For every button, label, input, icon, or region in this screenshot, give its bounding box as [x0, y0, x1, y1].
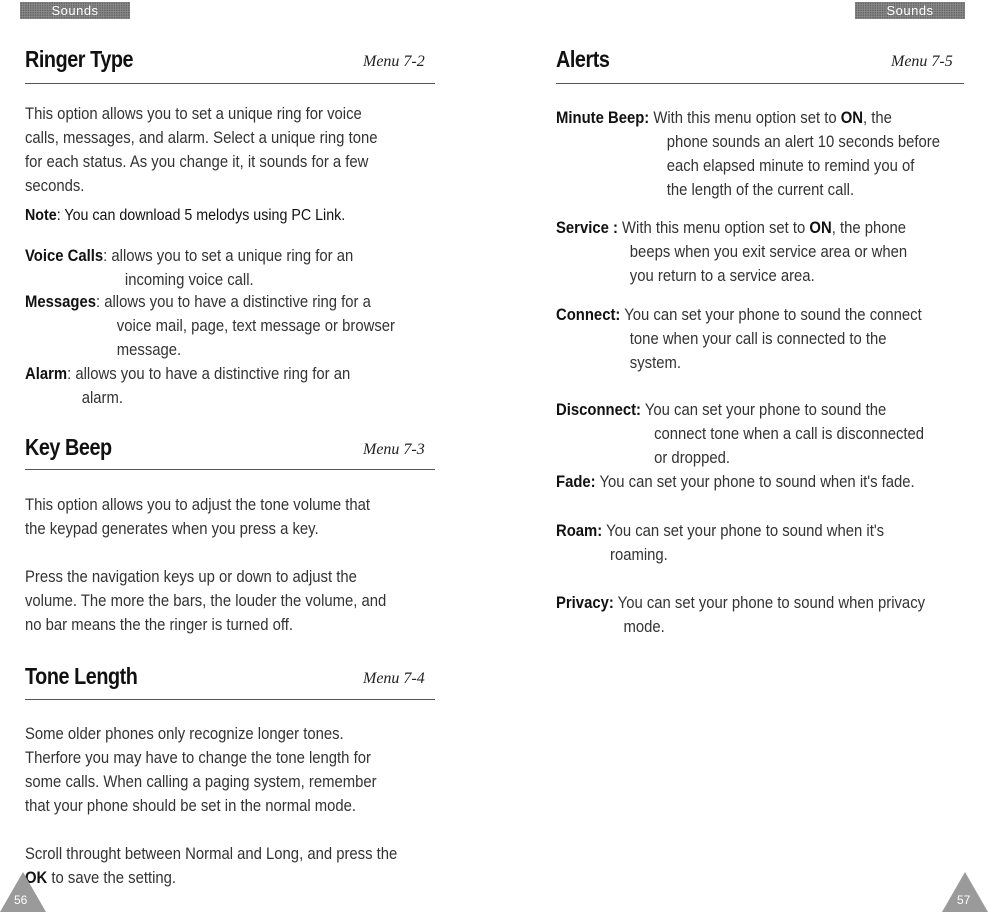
heading-tone-length: Tone Length: [25, 663, 138, 689]
heading-rule: [556, 83, 964, 84]
page-number-right: 57: [957, 893, 971, 907]
voice-calls-item: Voice Calls: allows you to set a unique ring for an incoming voice call.: [25, 247, 354, 289]
heading-rule: [25, 699, 435, 700]
alarm-item: Alarm: allows you to have a distinctive ring for an alarm.: [25, 365, 351, 407]
service-item: Service : With this menu option set to ON, the phone beeps when you exit service area or when you return to a service area.: [556, 219, 908, 285]
tonelength-p2: Scroll throught between Normal and Long, and press the OK to save the setting.: [25, 845, 398, 887]
privacy-item: Privacy: You can set your phone to sound when privacy mode.: [556, 594, 926, 636]
heading-rule: [25, 469, 435, 470]
menu-ref-ringer: Menu 7-2: [363, 53, 425, 70]
keybeep-p2: Press the navigation keys up or down to adjust the volume. The more the bars, the louder the volume, and no bar means the the ringer is turned off.: [25, 568, 387, 634]
section-tab-left: Sounds: [20, 2, 130, 19]
heading-ringer-type: Ringer Type: [25, 46, 134, 72]
menu-ref-tonelength: Menu 7-4: [363, 670, 425, 687]
keybeep-p1: This option allows you to adjust the tone volume that the keypad generates when you press a key.: [25, 496, 371, 538]
minute-beep-item: Minute Beep: With this menu option set to ON, the phone sounds an alert 10 seconds before each elapsed minute to remind you of the length of the current call.: [556, 109, 940, 199]
heading-rule: [25, 83, 435, 84]
page-number-left: 56: [14, 893, 28, 907]
heading-alerts: Alerts: [556, 46, 610, 72]
menu-ref-alerts: Menu 7-5: [891, 53, 953, 70]
tonelength-p1: Some older phones only recognize longer tones. Therfore you may have to change the tone length for some calls. When calling a paging system, remember that your phone should be set in the normal mode.: [25, 725, 377, 815]
ringer-note: Note: You can download 5 melodys using PC Link.: [25, 207, 346, 224]
disconnect-item: Disconnect: You can set your phone to sound the connect tone when a call is disconnected or dropped.: [556, 401, 925, 467]
roam-item: Roam: You can set your phone to sound when it's roaming.: [556, 522, 885, 564]
menu-ref-keybeep: Menu 7-3: [363, 441, 425, 458]
section-tab-right: Sounds: [855, 2, 965, 19]
ringer-intro: This option allows you to set a unique ring for voice calls, messages, and alarm. Select a unique ring tone for each status. As you change it, it sounds for a few seconds.: [25, 105, 378, 195]
messages-item: Messages: allows you to have a distinctive ring for a voice mail, page, text message or browser message.: [25, 293, 395, 359]
fade-item: Fade: You can set your phone to sound when it's fade.: [556, 473, 915, 491]
connect-item: Connect: You can set your phone to sound the connect tone when your call is connected to the system.: [556, 306, 922, 372]
heading-key-beep: Key Beep: [25, 434, 112, 460]
